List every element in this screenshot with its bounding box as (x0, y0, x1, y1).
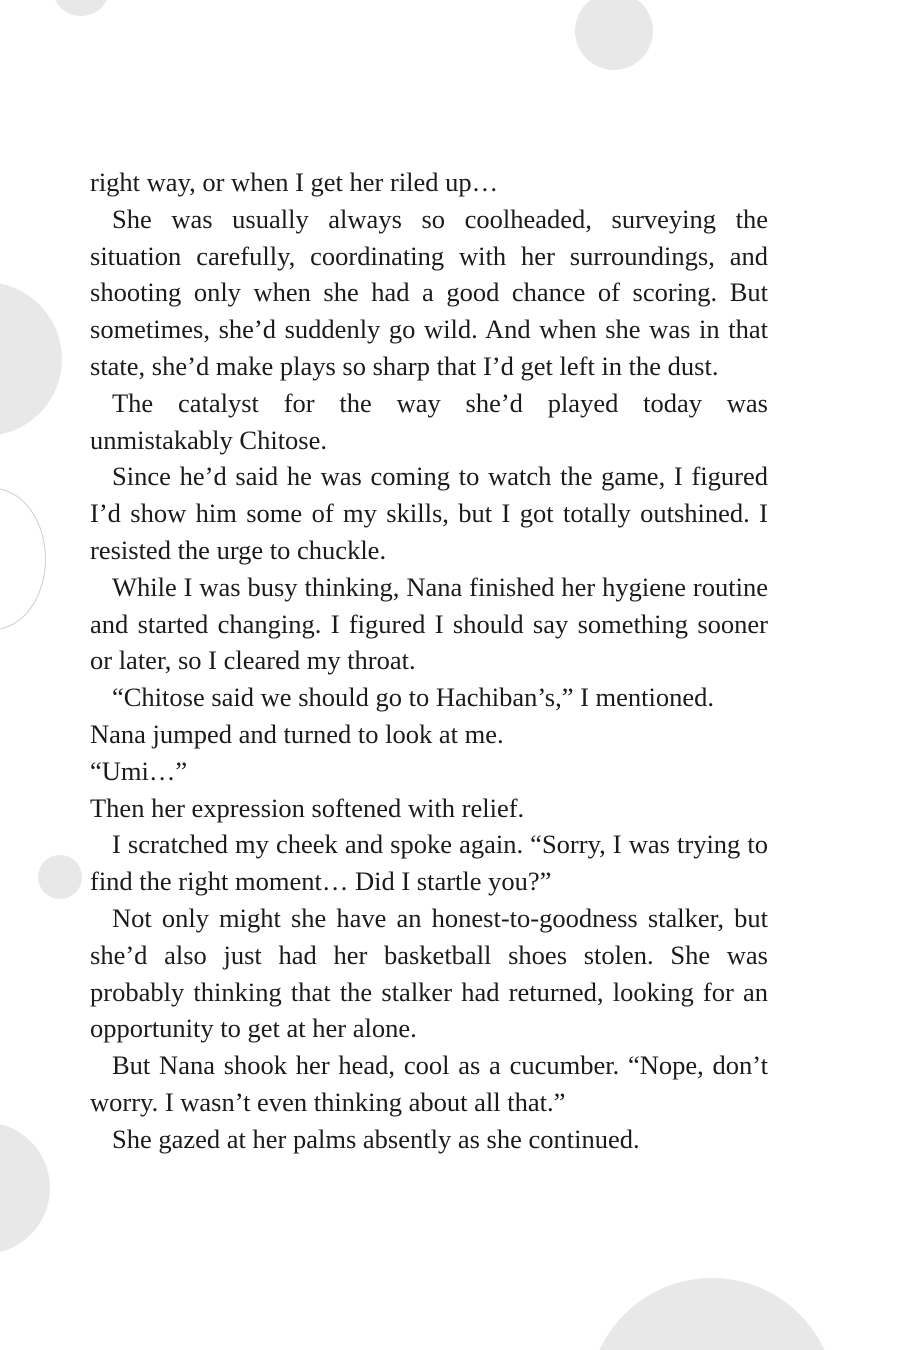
paragraph: right way, or when I get her riled up… (90, 167, 499, 197)
decorative-circle (38, 855, 82, 899)
decorative-circle (0, 282, 62, 436)
paragraph: She gazed at her palms absently as she continued. (112, 1123, 640, 1154)
decorative-circle (0, 1122, 50, 1254)
decorative-ring (0, 488, 46, 630)
paragraph: While I was busy thinking, Nana finished her hygiene routine and started changing. I figured I should say something sooner or later, so I cleared my throat. (90, 571, 768, 676)
paragraph: “Chitose said we should go to Hachiban’s,” I mentioned. (112, 682, 715, 713)
paragraph: But Nana shook her head, cool as a cucumber. “Nope, don’t worry. I wasn’t even thinking about all that.” (90, 1050, 768, 1117)
paragraph: “Umi…” (90, 755, 188, 786)
paragraph: Then her expression softened with relief. (90, 792, 525, 823)
paragraph: Nana jumped and turned to look at me. (90, 718, 504, 749)
decorative-circle (575, 0, 653, 70)
paragraph: I scratched my cheek and spoke again. “Sorry, I was trying to find the right moment… Did I startle you?” (90, 829, 768, 897)
paragraph: She was usually always so coolheaded, surveying the situation carefully, coordinating with her surroundings, and shooting only when she had a good chance of scoring. But sometimes, she’d suddenly go wild. And when she was in that state, she’d make plays so sharp that I’d get left in the dust. (90, 203, 768, 381)
decorative-circle (588, 1278, 836, 1350)
paragraph: Since he’d said he was coming to watch the game, I figured I’d show him some of my skills, but I got totally outshined. I resisted the urge to chuckle. (90, 461, 768, 565)
decorative-circle (52, 0, 110, 16)
paragraph: Not only might she have an honest-to-goodness stalker, but she’d also just had her basketball shoes stolen. She was probably thinking that the stalker had returned, looking for an opportunity to get at her alone. (90, 902, 768, 1044)
body-text-column (90, 164, 768, 1158)
paragraph: The catalyst for the way she’d played today was unmistakably Chitose. (90, 387, 768, 455)
